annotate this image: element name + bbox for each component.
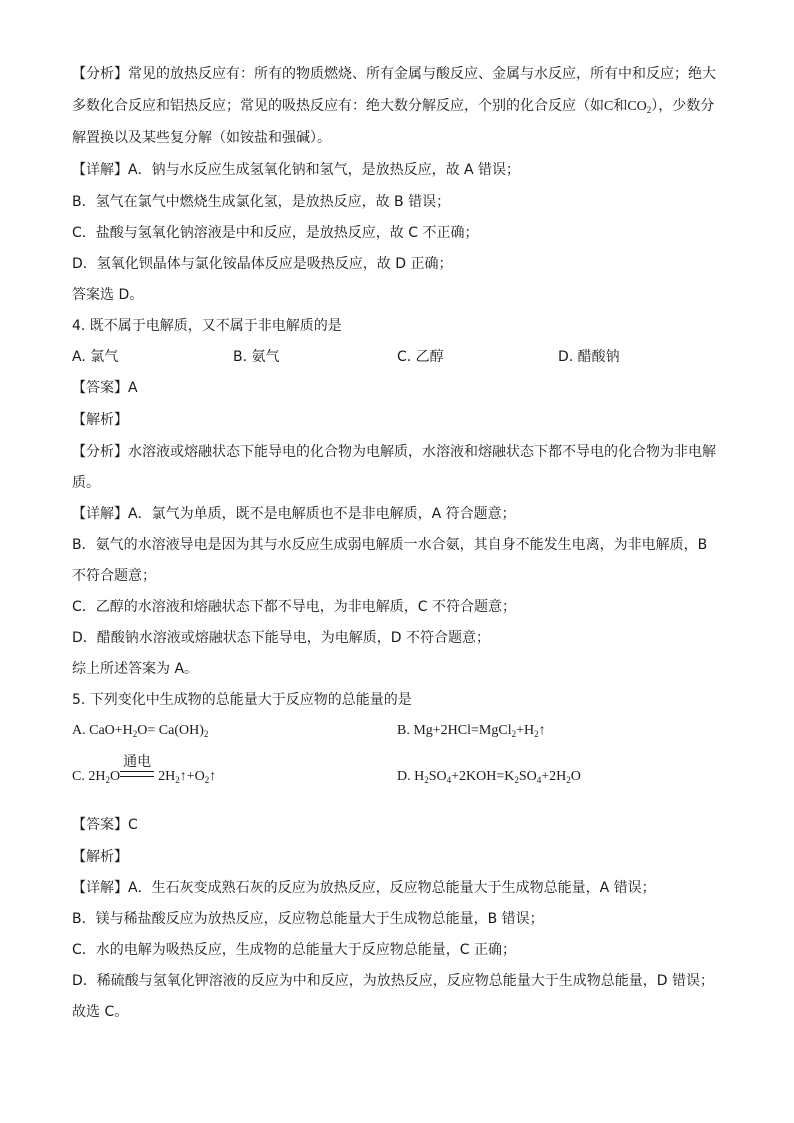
q3-detail-b: B．氢气在氯气中燃烧生成氯化氢，是放热反应，故 B 错误； <box>72 194 451 210</box>
q3-analysis-line-1: 【分析】常见的放热反应有：所有的物质燃烧、所有金属与酸反应、金属与水反应，所有中和反应；绝大 <box>72 66 716 82</box>
q4-option-a: A. 氯气 <box>72 349 119 365</box>
q3-detail-d: D．氢氧化钡晶体与氯化铵晶体反应是吸热反应，故 D 正确； <box>72 256 453 272</box>
q5-conclusion: 故选 C。 <box>72 1004 129 1020</box>
q4-analysis-line-2: 质。 <box>72 475 100 491</box>
electrolysis-arrow <box>120 753 158 784</box>
q5-jiexi-label: 【解析】 <box>72 849 128 865</box>
q4-detail-b-line-1: B．氨气的水溶液导电是因为其与水反应生成弱电解质一水合氨，其自身不能发生电离，为非电解质，B <box>72 537 708 553</box>
q4-conclusion: 综上所述答案为 A。 <box>72 661 199 677</box>
q5-option-c: C. $2H_2O$ 通电 $2H_2↑+O_2↑$ <box>72 753 217 785</box>
q3-analysis-and: 和 <box>613 98 628 114</box>
q3-analysis-line-3: 解置换以及某些复分解（如铵盐和强碱）。 <box>72 130 331 146</box>
q3-analysis-tail: ），少数分 <box>651 98 715 114</box>
q4-detail-c: C．乙醇的水溶液和熔融状态下都不导电，为非电解质，C 不符合题意； <box>72 599 516 615</box>
q3-analysis-line-2 <box>72 96 722 117</box>
q4-option-b: B. 氨气 <box>233 349 280 365</box>
q5-detail-a: 【详解】A．生石灰变成熟石灰的反应为放热反应，反应物总能量大于生成物总能量，A 错误； <box>72 880 656 896</box>
q4-detail-b-line-2: 不符合题意； <box>72 568 156 584</box>
formula-co2: $CO_2$ <box>627 99 652 115</box>
q4-detail-d: D．醋酸钠水溶液或熔融状态下能导电，为电解质，D 不符合题意； <box>72 630 491 646</box>
q4-option-c: C. 乙醇 <box>397 349 444 365</box>
equal-sign <box>120 771 154 777</box>
condition-label: 通电 <box>123 753 152 770</box>
q4-answer: 【答案】A <box>72 380 138 396</box>
q3-detail-a: 【详解】A．钠与水反应生成氢氧化钠和氢气，是放热反应，故 A 错误； <box>72 162 521 178</box>
q3-detail-c: C．盐酸与氢氧化钠溶液是中和反应，是放热反应，故 C 不正确； <box>72 225 479 241</box>
q5-detail-b: B．镁与稀盐酸反应为放热反应，反应物总能量大于生成物总能量，B 错误； <box>72 911 544 927</box>
q4-detail-a: 【详解】A．氯气为单质，既不是电解质也不是非电解质，A 符合题意； <box>72 506 516 522</box>
q5-detail-d: D．稀硫酸与氢氧化钾溶液的反应为中和反应，为放热反应，反应物总能量大于生成物总能量，D 错误； <box>72 973 715 989</box>
q4-analysis-line-1: 【分析】水溶液或熔融状态下能导电的化合物为电解质，水溶液和熔融状态下都不导电的化合物为非电解 <box>72 444 716 460</box>
q5-answer: 【答案】C <box>72 817 138 833</box>
q4-jiexi-label: 【解析】 <box>72 412 128 428</box>
q5-stem: 5. 下列变化中生成物的总能量大于反应物的总能量的是 <box>72 692 412 708</box>
q5-option-b: B. $Mg+2HCl=MgCl_2+H_2↑$ <box>397 723 546 739</box>
q5-option-a: A. $CaO+H_2O= Ca(OH)_2$ <box>72 723 209 739</box>
q4-stem: 4. 既不属于电解质，又不属于非电解质的是 <box>72 318 342 334</box>
q3-conclusion: 答案选 D。 <box>72 287 144 303</box>
q4-option-d: D. 醋酸钠 <box>558 349 620 365</box>
q5-option-d: D. $H_2SO_4+2KOH=K_2SO_4+2H_2O$ <box>397 769 581 785</box>
formula-c: C <box>604 99 614 114</box>
q5-detail-c: C．水的电解为吸热反应，生成物的总能量大于反应物总能量，C 正确； <box>72 942 516 958</box>
q3-analysis-text: 多数化合反应和铝热反应；常见的吸热反应有：绝大数分解反应，个别的化合反应（如 <box>72 98 604 114</box>
